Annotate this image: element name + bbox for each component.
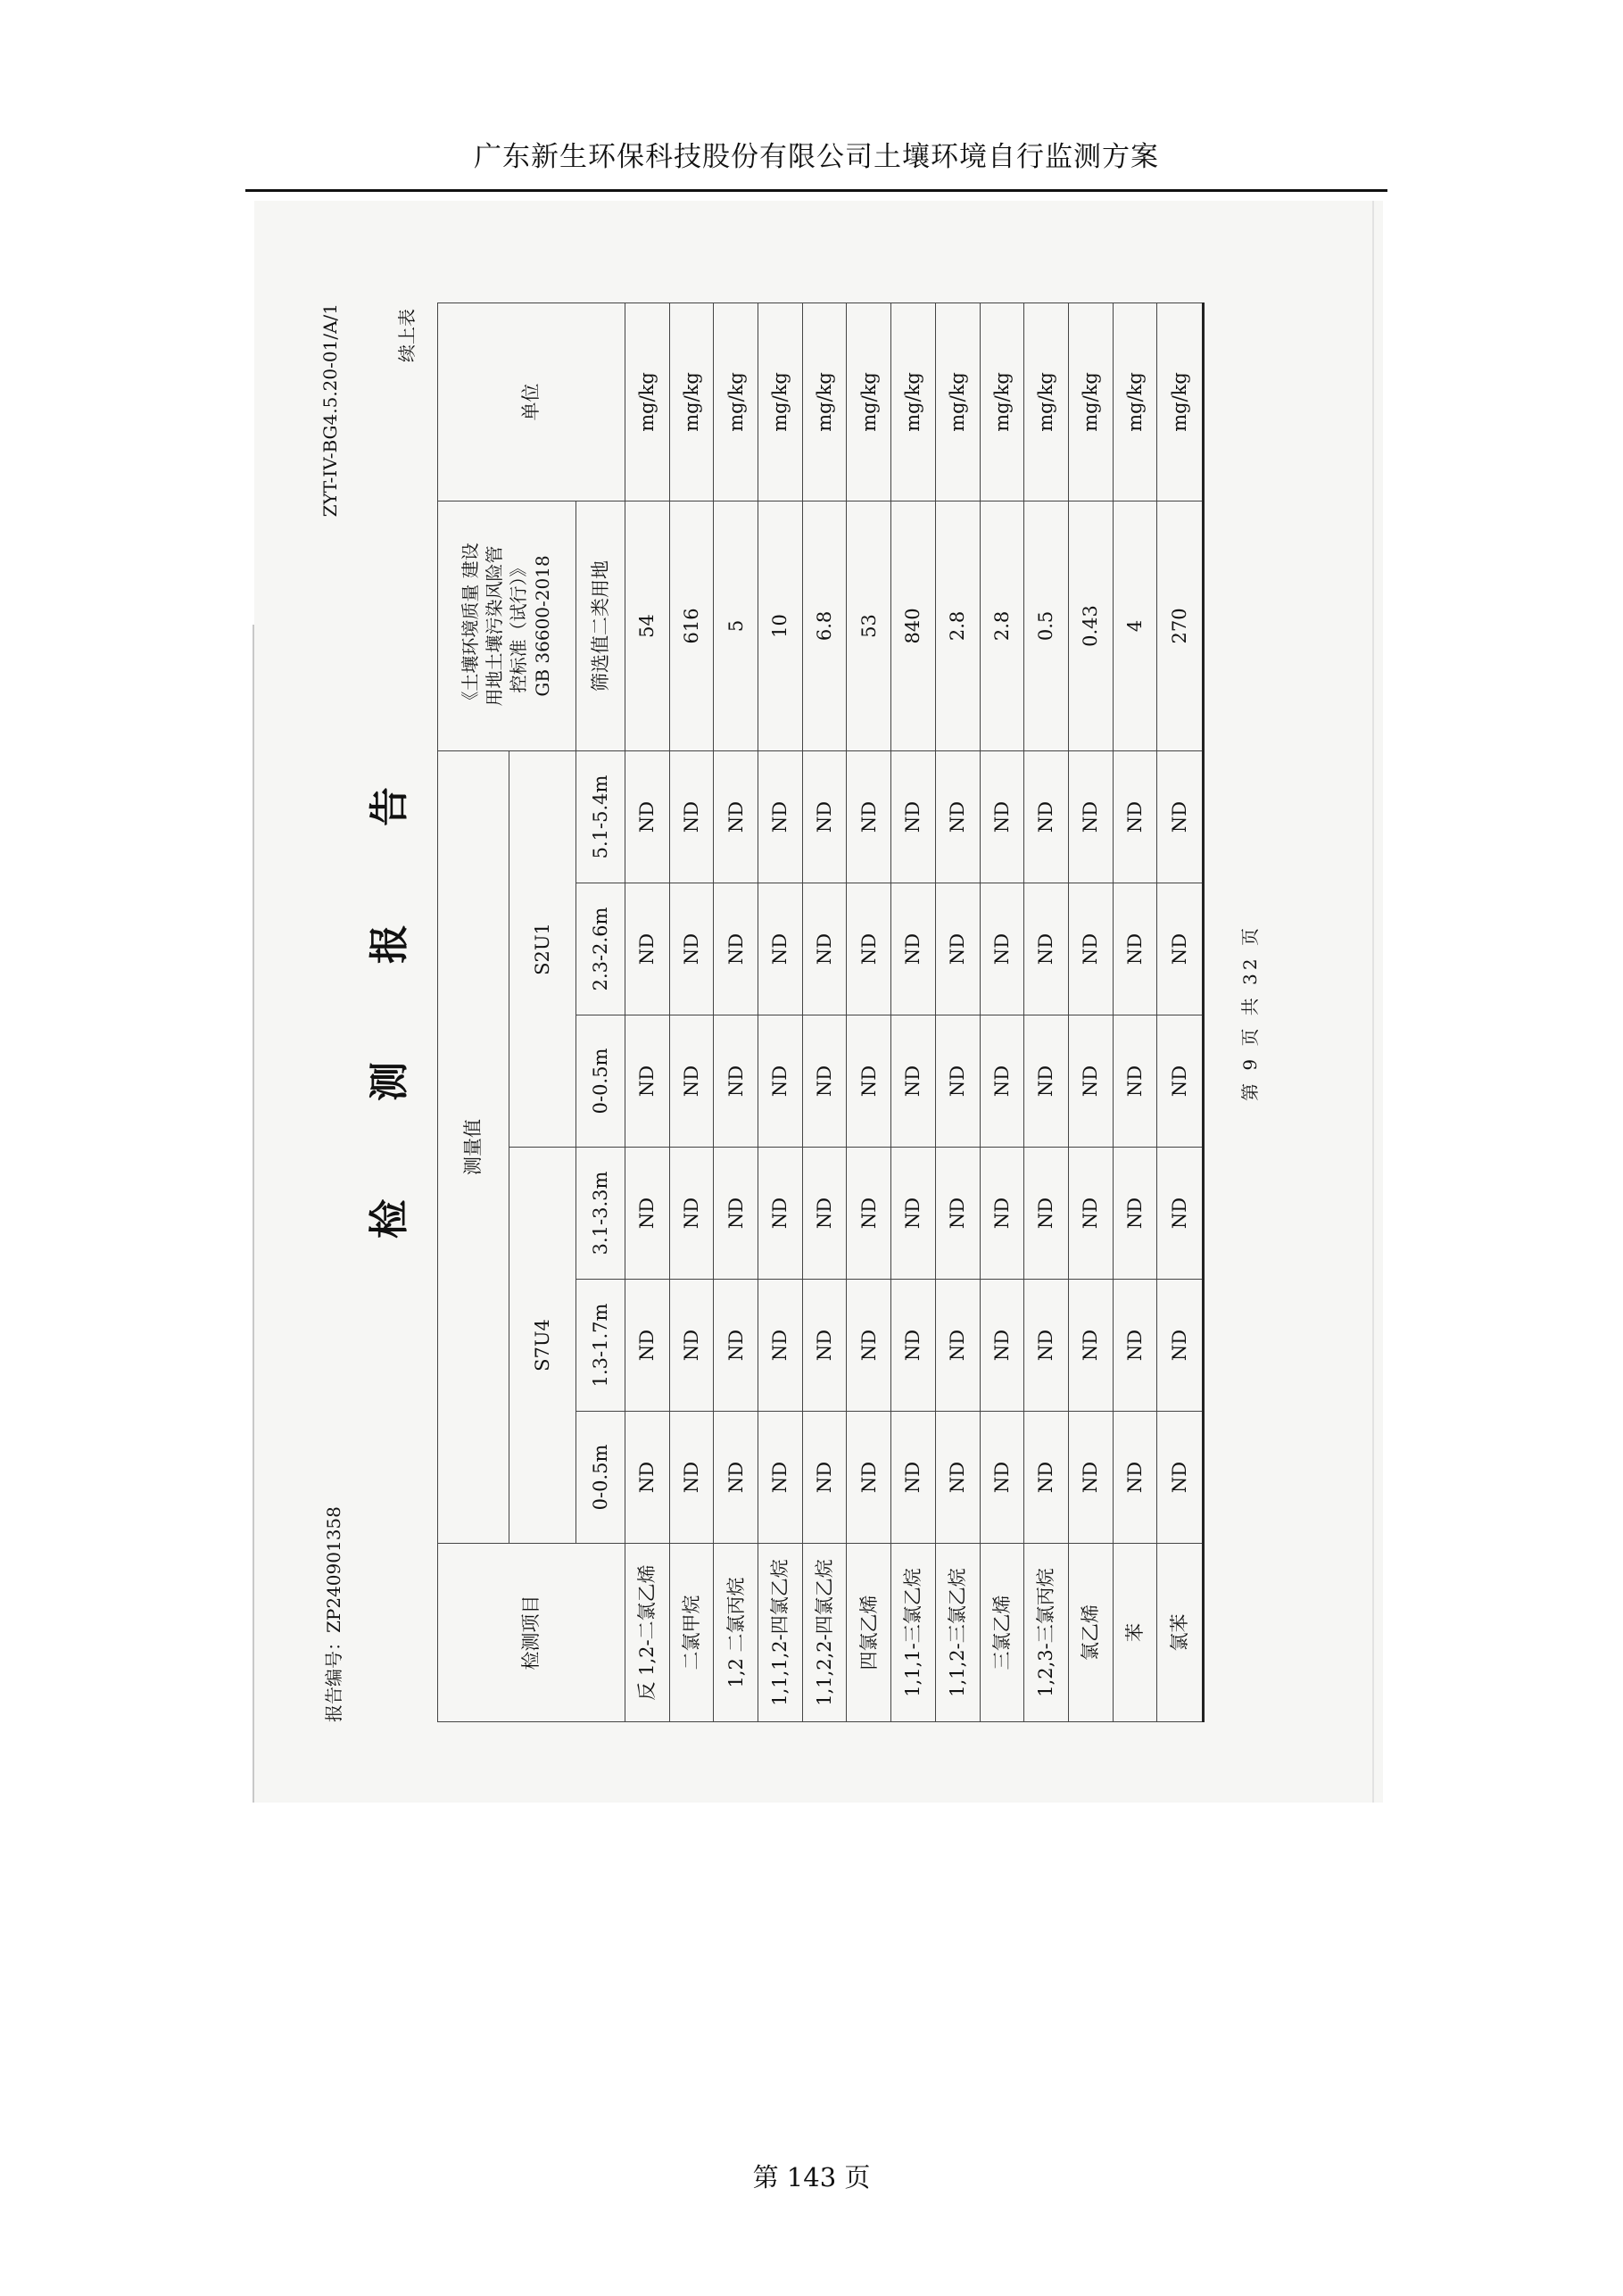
value-cell: ND bbox=[802, 1015, 847, 1148]
unit-cell: mg/kg bbox=[935, 303, 980, 501]
screen-value-cell: 6.8 bbox=[802, 501, 847, 750]
item-cell: 二氯甲烷 bbox=[669, 1544, 714, 1722]
depth-header: 3.1-3.3m bbox=[576, 1148, 625, 1280]
value-cell: ND bbox=[847, 1148, 891, 1280]
value-cell: ND bbox=[891, 1148, 936, 1280]
standard-header-line: GB 36600-2018 bbox=[532, 555, 553, 697]
value-cell: ND bbox=[1024, 1015, 1069, 1148]
screen-value-cell: 2.8 bbox=[935, 501, 980, 750]
value-cell: ND bbox=[1113, 883, 1157, 1015]
table-row bbox=[1113, 303, 1157, 1721]
value-cell: ND bbox=[935, 1015, 980, 1148]
unit-cell: mg/kg bbox=[714, 303, 758, 501]
screen-value-cell: 4 bbox=[1113, 501, 1157, 750]
value-cell: ND bbox=[847, 750, 891, 883]
value-cell: ND bbox=[625, 1015, 670, 1148]
value-cell: ND bbox=[1068, 750, 1113, 883]
item-cell: 苯 bbox=[1113, 1544, 1157, 1722]
value-cell: ND bbox=[980, 883, 1024, 1015]
depth-header: 2.3-2.6m bbox=[576, 883, 625, 1015]
item-cell: 1,2 二氯丙烷 bbox=[714, 1544, 758, 1722]
value-cell: ND bbox=[802, 1412, 847, 1544]
item-cell: 三氯乙烯 bbox=[980, 1544, 1024, 1722]
value-cell: ND bbox=[935, 1148, 980, 1280]
unit-cell: mg/kg bbox=[1068, 303, 1113, 501]
value-cell: ND bbox=[1024, 750, 1069, 883]
value-cell: ND bbox=[714, 883, 758, 1015]
value-cell: ND bbox=[625, 1148, 670, 1280]
value-cell: ND bbox=[891, 1280, 936, 1412]
value-cell: ND bbox=[1024, 1280, 1069, 1412]
standard-header bbox=[438, 501, 576, 750]
depth-header: 1.3-1.7m bbox=[576, 1280, 625, 1412]
value-cell: ND bbox=[1068, 1015, 1113, 1148]
value-cell: ND bbox=[758, 1412, 803, 1544]
table-row bbox=[802, 303, 847, 1721]
value-cell: ND bbox=[758, 1280, 803, 1412]
item-cell: 1,1,1,2-四氯乙烷 bbox=[758, 1544, 803, 1722]
depth-header: 0-0.5m bbox=[576, 1412, 625, 1544]
screen-value-cell: 5 bbox=[714, 501, 758, 750]
table-row bbox=[1068, 303, 1113, 1721]
value-cell: ND bbox=[980, 1148, 1024, 1280]
value-cell: ND bbox=[669, 1015, 714, 1148]
value-cell: ND bbox=[891, 1412, 936, 1544]
depth-header: 5.1-5.4m bbox=[576, 750, 625, 883]
value-cell: ND bbox=[1113, 1412, 1157, 1544]
value-cell: ND bbox=[802, 1148, 847, 1280]
standard-header-line: 控标准（试行）》 bbox=[508, 559, 529, 693]
table-row bbox=[1157, 303, 1204, 1721]
site-header: S2U1 bbox=[509, 750, 576, 1147]
table-row bbox=[935, 303, 980, 1721]
value-cell: ND bbox=[980, 1015, 1024, 1148]
report-code: 报告编号：ZP240901358 bbox=[323, 1506, 344, 1722]
screen-value-cell: 10 bbox=[758, 501, 803, 750]
value-cell: ND bbox=[802, 750, 847, 883]
value-cell: ND bbox=[980, 1412, 1024, 1544]
value-cell: ND bbox=[847, 1015, 891, 1148]
value-cell: ND bbox=[625, 883, 670, 1015]
screen-header: 筛选值二类用地 bbox=[576, 501, 625, 750]
value-cell: ND bbox=[1157, 1280, 1204, 1412]
value-cell: ND bbox=[758, 1148, 803, 1280]
item-cell: 1,1,2,2-四氯乙烷 bbox=[802, 1544, 847, 1722]
standard-header-line: 用地土壤污染风险管 bbox=[484, 545, 505, 707]
report-doc-code: ZYT-IV-BG4.5.20-01/A/1 bbox=[319, 303, 341, 518]
value-cell: ND bbox=[1113, 1280, 1157, 1412]
screen-value-cell: 840 bbox=[891, 501, 936, 750]
header-rule bbox=[245, 189, 1387, 192]
value-cell: ND bbox=[1068, 1412, 1113, 1544]
item-cell: 四氯乙烯 bbox=[847, 1544, 891, 1722]
value-cell: ND bbox=[625, 750, 670, 883]
value-cell: ND bbox=[1113, 750, 1157, 883]
table-row bbox=[669, 303, 714, 1721]
page-number: 第 143 页 bbox=[752, 2162, 871, 2192]
screen-value-cell: 616 bbox=[669, 501, 714, 750]
value-cell: ND bbox=[669, 1412, 714, 1544]
site-header: S7U4 bbox=[509, 1148, 576, 1544]
value-cell: ND bbox=[935, 750, 980, 883]
table-row bbox=[714, 303, 758, 1721]
value-cell: ND bbox=[625, 1412, 670, 1544]
value-cell: ND bbox=[1157, 1015, 1204, 1148]
value-cell: ND bbox=[1157, 1412, 1204, 1544]
scan-edge bbox=[1372, 201, 1374, 1803]
unit-cell: mg/kg bbox=[847, 303, 891, 501]
table-row bbox=[1024, 303, 1069, 1721]
unit-cell: mg/kg bbox=[980, 303, 1024, 501]
screen-value-cell: 270 bbox=[1157, 501, 1204, 750]
value-cell: ND bbox=[1113, 1015, 1157, 1148]
item-cell: 1,1,2-三氯乙烷 bbox=[935, 1544, 980, 1722]
screen-value-cell: 0.5 bbox=[1024, 501, 1069, 750]
screen-value-cell: 2.8 bbox=[980, 501, 1024, 750]
value-cell: ND bbox=[802, 883, 847, 1015]
value-cell: ND bbox=[935, 1280, 980, 1412]
value-cell: ND bbox=[980, 750, 1024, 883]
table-row bbox=[980, 303, 1024, 1721]
value-cell: ND bbox=[1068, 1280, 1113, 1412]
unit-cell: mg/kg bbox=[1157, 303, 1204, 501]
unit-header: 单位 bbox=[438, 303, 625, 501]
screen-value-cell: 0.43 bbox=[1068, 501, 1113, 750]
value-cell: ND bbox=[1068, 1148, 1113, 1280]
unit-cell: mg/kg bbox=[1024, 303, 1069, 501]
value-cell: ND bbox=[1157, 883, 1204, 1015]
value-cell: ND bbox=[1157, 750, 1204, 883]
unit-cell: mg/kg bbox=[1113, 303, 1157, 501]
value-cell: ND bbox=[669, 1280, 714, 1412]
report-title: 检测报告 bbox=[367, 689, 412, 1239]
value-cell: ND bbox=[1024, 883, 1069, 1015]
unit-cell: mg/kg bbox=[625, 303, 670, 501]
continuation-note: 续上表 bbox=[396, 309, 418, 362]
value-cell: ND bbox=[669, 750, 714, 883]
table-row bbox=[891, 303, 936, 1721]
value-cell: ND bbox=[891, 1015, 936, 1148]
value-cell: ND bbox=[714, 1412, 758, 1544]
value-cell: ND bbox=[714, 750, 758, 883]
value-cell: ND bbox=[935, 1412, 980, 1544]
value-cell: ND bbox=[891, 750, 936, 883]
screen-value-cell: 53 bbox=[847, 501, 891, 750]
value-cell: ND bbox=[802, 1280, 847, 1412]
value-cell: ND bbox=[1157, 1148, 1204, 1280]
scan-edge bbox=[253, 625, 254, 1803]
value-cell: ND bbox=[1113, 1148, 1157, 1280]
item-cell: 1,1,1-三氯乙烷 bbox=[891, 1544, 936, 1722]
value-cell: ND bbox=[980, 1280, 1024, 1412]
unit-cell: mg/kg bbox=[758, 303, 803, 501]
value-cell: ND bbox=[714, 1280, 758, 1412]
value-cell: ND bbox=[714, 1015, 758, 1148]
value-cell: ND bbox=[758, 1015, 803, 1148]
value-cell: ND bbox=[625, 1280, 670, 1412]
value-cell: ND bbox=[847, 1280, 891, 1412]
value-cell: ND bbox=[758, 883, 803, 1015]
table-row bbox=[625, 303, 670, 1721]
item-cell: 氯乙烯 bbox=[1068, 1544, 1113, 1722]
screen-value-cell: 54 bbox=[625, 501, 670, 750]
item-cell: 1,2,3-三氯丙烷 bbox=[1024, 1544, 1069, 1722]
value-cell: ND bbox=[714, 1148, 758, 1280]
value-cell: ND bbox=[1068, 883, 1113, 1015]
value-cell: ND bbox=[1024, 1148, 1069, 1280]
value-cell: ND bbox=[891, 883, 936, 1015]
value-cell: ND bbox=[847, 1412, 891, 1544]
value-cell: ND bbox=[935, 883, 980, 1015]
item-cell: 反 1,2-二氯乙烯 bbox=[625, 1544, 670, 1722]
rotated-report bbox=[303, 303, 1329, 1722]
unit-cell: mg/kg bbox=[891, 303, 936, 501]
unit-cell: mg/kg bbox=[669, 303, 714, 501]
unit-cell: mg/kg bbox=[802, 303, 847, 501]
value-cell: ND bbox=[669, 1148, 714, 1280]
standard-header-line: 《土壤环境质量 建设 bbox=[460, 543, 481, 709]
table-row bbox=[758, 303, 803, 1721]
table-row bbox=[847, 303, 891, 1721]
value-cell: ND bbox=[669, 883, 714, 1015]
value-cell: ND bbox=[847, 883, 891, 1015]
report-page-label: 第 9 页 共 32 页 bbox=[1239, 924, 1261, 1101]
value-cell: ND bbox=[1024, 1412, 1069, 1544]
item-header: 检测项目 bbox=[438, 1544, 625, 1722]
measured-header: 测量值 bbox=[438, 750, 509, 1543]
depth-header: 0-0.5m bbox=[576, 1015, 625, 1148]
value-cell: ND bbox=[758, 750, 803, 883]
item-cell: 氯苯 bbox=[1157, 1544, 1204, 1722]
document-header-title: 广东新生环保科技股份有限公司土壤环境自行监测方案 bbox=[474, 141, 1159, 173]
results-table bbox=[437, 303, 1205, 1722]
